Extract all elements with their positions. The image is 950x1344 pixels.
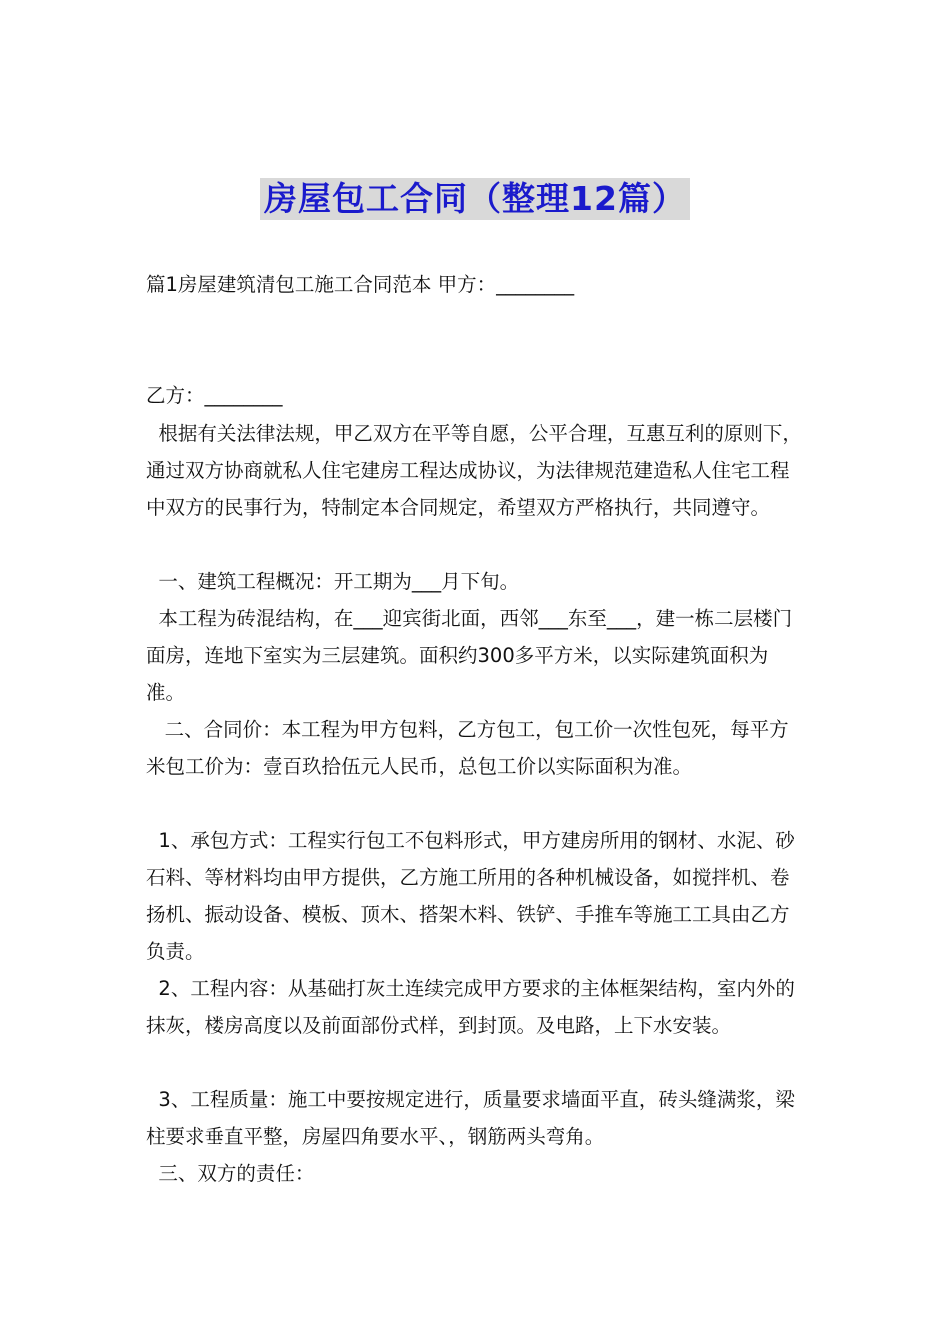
paragraph-section-3: 三、双方的责任： xyxy=(146,1162,315,1185)
paragraph-item-2: 2、工程内容：从基础打灰土连续完成甲方要求的主体框架结构，室内外的抹灰，楼房高度以及前面部份式样，到封顶。及电路，上下水安装。 xyxy=(146,977,795,1037)
document-title: 房屋包工合同（整理12篇） xyxy=(260,178,690,220)
party-b-line: 乙方：________ xyxy=(146,384,283,407)
title-container xyxy=(0,178,950,220)
paragraph-item-1: 1、承包方式：工程实行包工不包料形式，甲方建房所用的钢材、水泥、砂石料、等材料均由甲方提供，乙方施工所用的各种机械设备，如搅拌机、卷扬机、振动设备、模板、顶木、搭架木料、铁铲、手推车等施工工具由乙方负责。 xyxy=(146,829,795,963)
paragraph-preamble: 根据有关法律法规，甲乙双方在平等自愿，公平合理，互惠互利的原则下，通过双方协商就私人住宅建房工程达成协议，为法律规范建造私人住宅工程中双方的民事行为，特制定本合同规定，希望双方严格执行，共同遵守。 xyxy=(146,422,802,519)
paragraph-section-1: 一、建筑工程概况：开工期为___月下旬。 xyxy=(146,570,520,593)
section-heading-line: 篇1房屋建筑清包工施工合同范本 甲方：________ xyxy=(146,273,575,296)
paragraph-section-2: 二、合同价：本工程为甲方包料，乙方包工，包工价一次性包死，每平方米包工价为：壹百玖拾伍元人民币，总包工价以实际面积为准。 xyxy=(146,718,789,778)
paragraph-project-overview: 本工程为砖混结构，在___迎宾街北面，西邻___东至___，建一栋二层楼门面房，连地下室实为三层建筑。面积约300多平方米，以实际建筑面积为准。 xyxy=(146,607,793,704)
paragraph-item-3: 3、工程质量：施工中要按规定进行，质量要求墙面平直，砖头缝满浆，梁柱要求垂直平整，房屋四角要水平、，钢筋两头弯角。 xyxy=(146,1088,795,1148)
